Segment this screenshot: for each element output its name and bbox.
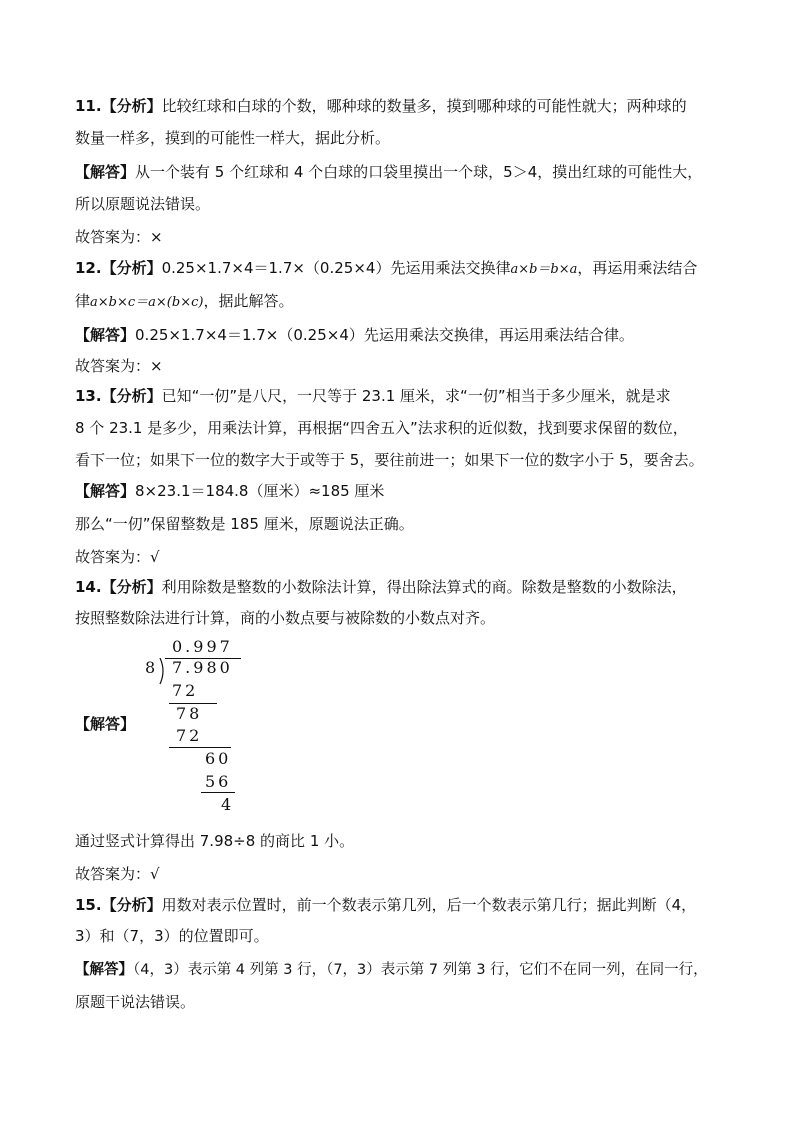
q15-solution-text-1: （4，3）表示第 4 列第 3 行，（7，3）表示第 7 列第 3 行，它们不在同一列，在同一行， <box>133 962 708 978</box>
q13-analysis-tag: 13.【分析】 <box>75 387 162 405</box>
q15-solution-tag: 【解答】 <box>75 962 133 978</box>
q12-analysis-line-1 <box>75 258 697 280</box>
division-bar-2 <box>169 747 231 748</box>
q12-answer: 故答案为：× <box>75 357 163 375</box>
q11-analysis-tag: 11.【分析】 <box>75 97 162 115</box>
q12-analysis-text-1b: ，再运用乘法结合 <box>577 259 698 277</box>
q11-solution-text-1: 从一个装有 5 个红球和 4 个白球的口袋里摸出一个球，5＞4，摸出红球的可能性大， <box>135 163 703 181</box>
q12-solution-text: 0.25×1.7×4＝1.7×（0.25×4）先运用乘法交换律，再运用乘法结合律。 <box>135 326 634 344</box>
q11-solution-line-1 <box>75 162 702 182</box>
q15-analysis-line-1 <box>75 895 696 915</box>
q13-solution-text-1: 8×23.1＝184.8（厘米）≈185 厘米 <box>135 482 385 500</box>
q14-analysis-text-1: 利用除数是整数的小数除法计算，得出除法算式的商。除数是整数的小数除法， <box>161 578 687 596</box>
q11-solution-line-2: 所以原题说法错误。 <box>75 195 211 213</box>
division-step-1: 72 <box>172 681 199 700</box>
q13-answer: 故答案为：√ <box>75 548 160 566</box>
q12-analysis-line-2 <box>75 291 293 313</box>
division-bar-3 <box>201 792 235 793</box>
q13-analysis-line-1 <box>75 386 671 406</box>
long-division <box>145 636 255 821</box>
q12-analysis-tag: 12.【分析】 <box>75 259 162 277</box>
q15-analysis-tag: 15.【分析】 <box>75 896 162 914</box>
q14-answer: 故答案为：√ <box>75 865 160 883</box>
division-quotient: 0.997 <box>172 637 233 656</box>
q14-conclusion: 通过竖式计算得出 7.98÷8 的商比 1 小。 <box>75 832 355 850</box>
division-step-2: 78 <box>176 704 203 723</box>
q12-solution-line <box>75 325 634 345</box>
q12-solution-tag: 【解答】 <box>75 326 136 344</box>
q13-solution-tag: 【解答】 <box>75 482 136 500</box>
q13-analysis-text-1: 已知“一仞”是八尺，一尺等于 23.1 厘米，求“一仞”相当于多少厘米，就是求 <box>161 387 671 405</box>
division-step-5: 56 <box>205 772 232 791</box>
q13-analysis-line-3: 看下一位；如果下一位的数字大于或等于 5，要往前进一；如果下一位的数字小于 5，要舍去。 <box>75 451 704 469</box>
q12-commutative-formula: a×b＝b×a <box>510 262 578 277</box>
q12-analysis-text-1a: 0.25×1.7×4＝1.7×（0.25×4）先运用乘法交换律 <box>161 259 511 277</box>
q11-answer: 故答案为：× <box>75 228 163 246</box>
q15-analysis-line-2: 3）和（7，3）的位置即可。 <box>75 927 269 945</box>
q14-solution-tag: 【解答】 <box>75 715 136 733</box>
q15-analysis-text-1: 用数对表示位置时，前一个数表示第几列，后一个数表示第几行；据此判断（4， <box>161 896 697 914</box>
q11-analysis-line-1 <box>75 96 687 116</box>
division-step-4: 60 <box>205 749 232 768</box>
q11-analysis-text-1: 比较红球和白球的个数，哪种球的数量多，摸到哪种球的可能性就大；两种球的 <box>161 97 687 115</box>
q15-solution-line-2: 原题干说法错误。 <box>75 993 196 1011</box>
q12-associative-formula: a×b×c＝a×(b×c) <box>90 295 204 310</box>
q12-analysis-text-2a: 律 <box>75 292 91 310</box>
q11-analysis-line-2: 数量一样多，摸到的可能性一样大，据此分析。 <box>75 129 391 147</box>
q11-solution-tag: 【解答】 <box>75 163 136 181</box>
division-bracket <box>157 658 167 686</box>
division-remainder: 4 <box>221 795 235 814</box>
q14-analysis-line-1 <box>75 577 687 597</box>
division-step-3: 72 <box>176 726 203 745</box>
q12-analysis-text-2b: ，据此解答。 <box>203 292 294 310</box>
q14-analysis-line-2: 按照整数除法进行计算，商的小数点要与被除数的小数点对齐。 <box>75 609 496 627</box>
q13-analysis-line-2: 8 个 23.1 是多少，用乘法计算，再根据“四舍五入”法求积的近似数，找到要求保留的数位， <box>75 419 688 437</box>
q13-solution-line-1 <box>75 481 384 501</box>
division-dividend: 7.980 <box>172 658 233 677</box>
q13-solution-line-2: 那么“一仞”保留整数是 185 厘米，原题说法正确。 <box>75 515 414 533</box>
q15-solution-line-1 <box>75 960 708 980</box>
division-divisor: 8 <box>145 658 159 677</box>
q14-analysis-tag: 14.【分析】 <box>75 578 162 596</box>
